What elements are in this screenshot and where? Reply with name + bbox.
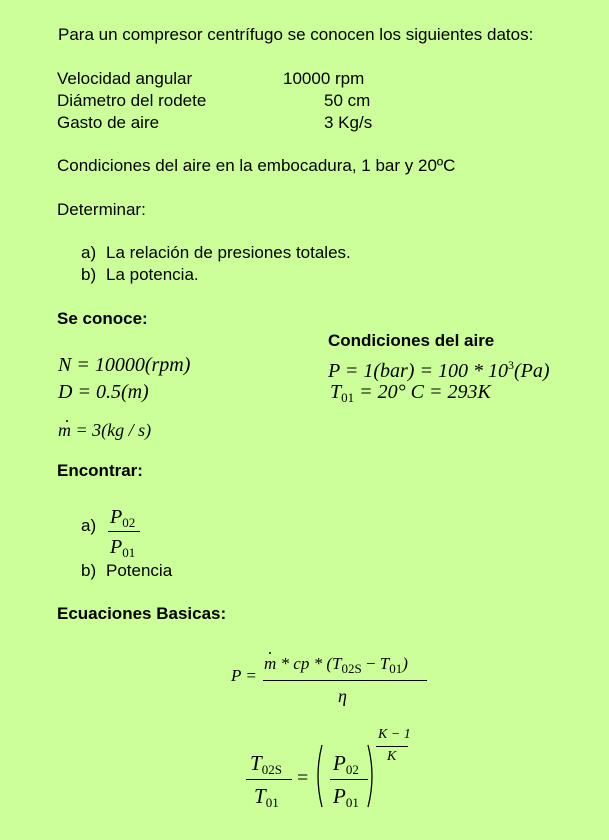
data-value-diametro: 50 cm (324, 91, 371, 110)
conditions-text: Condiciones del aire en la embocadura, 1 bar y 20ºC (57, 156, 456, 175)
eq1-numerator (264, 653, 408, 680)
known-t-value: = 20° C = 293K (359, 381, 491, 403)
eq2-p-numerator (333, 752, 359, 781)
task-a-text: La relación de presiones totales. (106, 243, 351, 262)
known-n-equation: N = 10000(rpm) (58, 354, 191, 376)
eq2-p-denominator (333, 785, 359, 814)
known-p-exponent: 3 (507, 358, 514, 372)
eq1-denominator: η (338, 686, 347, 706)
eq2-right-fraction-bar (330, 779, 368, 780)
eq2-exponent-bar (376, 746, 408, 747)
eq2-exponent-numerator: K − 1 (378, 727, 411, 742)
find-num-p: P (110, 506, 123, 528)
data-label-gasto: Gasto de aire (57, 113, 160, 132)
find-b-marker: b) (81, 561, 97, 580)
encontrar-heading: Encontrar: (57, 461, 143, 480)
eq2-equals: = (297, 767, 309, 789)
find-den-sub: 01 (122, 545, 136, 560)
eq1-t2: T (379, 654, 390, 673)
eq2-t-denominator (254, 785, 279, 814)
se-conoce-heading: Se conoce: (57, 309, 148, 328)
ecuaciones-heading: Ecuaciones Basicas: (57, 604, 227, 623)
known-p-equation (328, 354, 550, 382)
find-denominator (110, 536, 135, 564)
known-t-equation (330, 381, 491, 409)
task-a-marker: a) (81, 243, 97, 262)
eq2-exponent-denominator: K (387, 749, 397, 764)
determinar-label: Determinar: (57, 200, 146, 219)
data-value-gasto: 3 Kg/s (324, 113, 373, 132)
find-a-marker: a) (81, 516, 97, 535)
eq1-fraction-bar (263, 680, 427, 681)
find-numerator (110, 506, 135, 534)
eq2-p-num: P (333, 751, 346, 775)
eq2-t-numerator (250, 752, 282, 781)
find-num-sub: 02 (122, 515, 136, 530)
task-b-text: La potencia. (106, 265, 199, 284)
known-p-unit: (Pa) (513, 360, 550, 382)
known-d-equation: D = 0.5(m) (58, 381, 149, 403)
known-m-equation: m = 3(kg / s) (58, 420, 152, 440)
find-den-p: P (110, 536, 123, 558)
eq2-t-den-sub: 01 (265, 795, 279, 810)
eq2-left-fraction-bar (246, 779, 292, 780)
eq2-p-den: P (333, 784, 346, 808)
eq2-t-den: T (254, 784, 266, 808)
known-t-sub: 01 (341, 390, 355, 405)
eq2-t-num: T (250, 751, 262, 775)
eq2-p-num-sub: 02 (345, 762, 359, 777)
eq2-t-num-sub: 02S (261, 762, 282, 777)
data-label-diametro: Diámetro del rodete (57, 91, 207, 110)
eq1-close: ) (402, 654, 408, 673)
eq1-t1-sub: 02S (341, 661, 362, 676)
eq2-p-den-sub: 01 (345, 795, 359, 810)
find-fraction-bar (108, 531, 140, 532)
intro-text: Para un compresor centrífugo se conocen los siguientes datos: (58, 25, 534, 44)
known-t-symbol: T (330, 381, 342, 403)
eq1-lhs: P = (231, 666, 257, 685)
known-p-main: P = 1(bar) = 100 * 10 (328, 360, 508, 382)
data-label-velocidad: Velocidad angular (57, 69, 193, 88)
eq1-t2-sub: 01 (389, 661, 403, 676)
eq2-left-paren (318, 745, 322, 807)
eq1-t1: T (331, 654, 342, 673)
eq1-num-pre: m * cp * ( (264, 654, 332, 673)
task-b-marker: b) (81, 265, 97, 284)
find-b-text: Potencia (106, 561, 173, 580)
condiciones-aire-heading: Condiciones del aire (328, 331, 495, 350)
eq2-right-paren (368, 745, 372, 807)
eq1-minus: − (361, 654, 380, 673)
data-value-velocidad: 10000 rpm (283, 69, 365, 88)
